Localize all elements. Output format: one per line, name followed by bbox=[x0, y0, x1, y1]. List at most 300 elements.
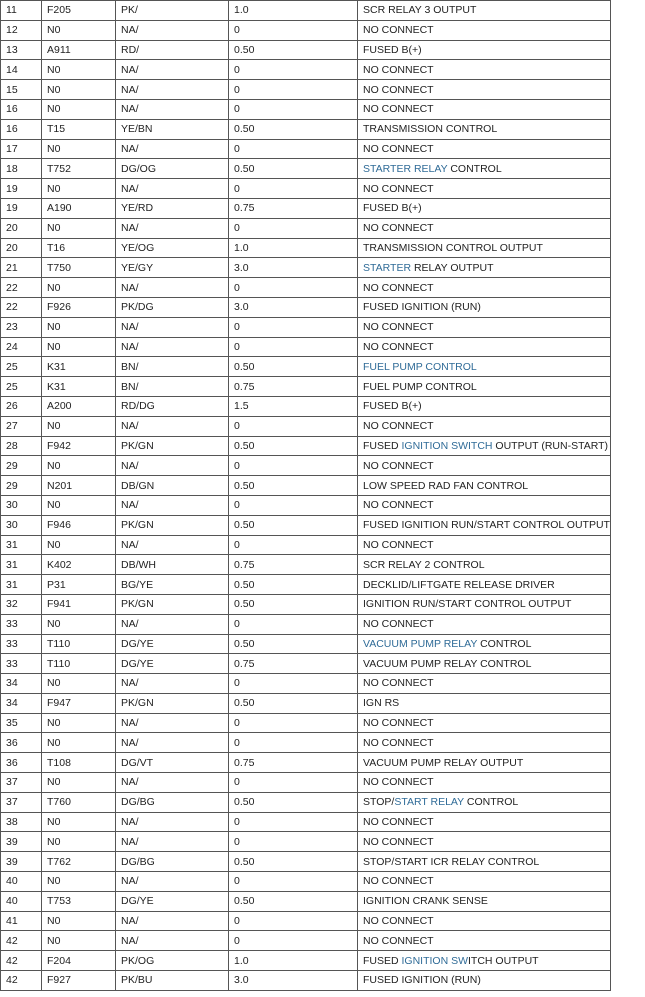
pin-number-cell: 26 bbox=[1, 396, 42, 416]
pin-number-cell: 36 bbox=[1, 753, 42, 773]
function-text: FUEL PUMP CONTROL bbox=[363, 380, 477, 393]
circuit-cell: K31 bbox=[42, 357, 116, 377]
wire-color-cell: NA/ bbox=[116, 713, 229, 733]
function-cell bbox=[358, 218, 611, 238]
wire-gauge-cell: 0.50 bbox=[229, 515, 358, 535]
function-text: IGN RS bbox=[363, 697, 400, 710]
wire-color-cell: NA/ bbox=[116, 674, 229, 694]
function-text: NO CONNECT bbox=[363, 321, 434, 334]
circuit-cell: A190 bbox=[42, 198, 116, 218]
circuit-cell: N0 bbox=[42, 832, 116, 852]
pin-number-cell: 34 bbox=[1, 693, 42, 713]
function-cell bbox=[358, 792, 611, 812]
wire-gauge-cell: 0.50 bbox=[229, 40, 358, 60]
function-cell bbox=[358, 317, 611, 337]
table-row bbox=[1, 713, 611, 733]
pin-number-cell: 16 bbox=[1, 99, 42, 119]
wire-color-cell: NA/ bbox=[116, 872, 229, 892]
function-cell bbox=[358, 733, 611, 753]
wire-color-cell: DG/YE bbox=[116, 891, 229, 911]
table-row bbox=[1, 1, 611, 21]
circuit-cell: N0 bbox=[42, 20, 116, 40]
circuit-cell: T15 bbox=[42, 119, 116, 139]
wire-gauge-cell: 0.50 bbox=[229, 693, 358, 713]
wire-gauge-cell: 0 bbox=[229, 99, 358, 119]
function-text: FUSED B(+) bbox=[363, 400, 422, 413]
pin-number-cell: 12 bbox=[1, 20, 42, 40]
wire-gauge-cell: 0 bbox=[229, 60, 358, 80]
function-link[interactable]: START RELAY bbox=[394, 796, 464, 809]
circuit-cell: N0 bbox=[42, 495, 116, 515]
function-link[interactable]: IGNITION SW bbox=[401, 954, 469, 967]
pin-number-cell: 42 bbox=[1, 971, 42, 991]
function-text: TRANSMISSION CONTROL bbox=[363, 123, 498, 136]
wire-color-cell: YE/BN bbox=[116, 119, 229, 139]
circuit-cell: N0 bbox=[42, 812, 116, 832]
function-cell bbox=[358, 654, 611, 674]
function-text: NO CONNECT bbox=[363, 776, 434, 789]
function-text: CONTROL bbox=[463, 796, 519, 809]
function-cell bbox=[358, 436, 611, 456]
wire-gauge-cell: 0 bbox=[229, 218, 358, 238]
function-text: NO CONNECT bbox=[363, 717, 434, 730]
function-cell bbox=[358, 357, 611, 377]
wire-gauge-cell: 1.5 bbox=[229, 396, 358, 416]
function-text: NO CONNECT bbox=[363, 499, 434, 512]
wire-color-cell: NA/ bbox=[116, 495, 229, 515]
wire-gauge-cell: 0.50 bbox=[229, 575, 358, 595]
wire-gauge-cell: 0 bbox=[229, 773, 358, 793]
function-cell bbox=[358, 198, 611, 218]
wire-gauge-cell: 0 bbox=[229, 278, 358, 298]
wire-gauge-cell: 0 bbox=[229, 416, 358, 436]
wire-gauge-cell: 0 bbox=[229, 733, 358, 753]
function-cell bbox=[358, 377, 611, 397]
table-row bbox=[1, 159, 611, 179]
table-row bbox=[1, 218, 611, 238]
pin-number-cell: 15 bbox=[1, 80, 42, 100]
pin-number-cell: 37 bbox=[1, 792, 42, 812]
function-text: VACUUM PUMP RELAY CONTROL bbox=[363, 657, 532, 670]
circuit-cell: N0 bbox=[42, 218, 116, 238]
wire-color-cell: YE/RD bbox=[116, 198, 229, 218]
circuit-cell: N0 bbox=[42, 931, 116, 951]
function-cell bbox=[358, 971, 611, 991]
table-row bbox=[1, 377, 611, 397]
table-row bbox=[1, 337, 611, 357]
function-text: NO CONNECT bbox=[363, 142, 434, 155]
wire-gauge-cell: 0.75 bbox=[229, 654, 358, 674]
function-text: IGNITION RUN/START CONTROL OUTPUT bbox=[363, 598, 572, 611]
circuit-cell: N0 bbox=[42, 337, 116, 357]
circuit-cell: N0 bbox=[42, 713, 116, 733]
circuit-cell: N0 bbox=[42, 416, 116, 436]
circuit-cell: N0 bbox=[42, 278, 116, 298]
circuit-cell: N0 bbox=[42, 872, 116, 892]
function-cell bbox=[358, 852, 611, 872]
circuit-cell: T750 bbox=[42, 258, 116, 278]
pin-number-cell: 25 bbox=[1, 357, 42, 377]
wire-gauge-cell: 0.75 bbox=[229, 198, 358, 218]
pin-number-cell: 42 bbox=[1, 951, 42, 971]
function-text: CONTROL bbox=[477, 637, 532, 650]
table-row bbox=[1, 396, 611, 416]
pin-number-cell: 24 bbox=[1, 337, 42, 357]
circuit-cell: T16 bbox=[42, 238, 116, 258]
table-row bbox=[1, 515, 611, 535]
pin-number-cell: 40 bbox=[1, 891, 42, 911]
function-text: SCR RELAY 2 CONTROL bbox=[363, 558, 485, 571]
wire-gauge-cell: 0 bbox=[229, 337, 358, 357]
function-text: NO CONNECT bbox=[363, 915, 434, 928]
function-text: NO CONNECT bbox=[363, 736, 434, 749]
pin-number-cell: 28 bbox=[1, 436, 42, 456]
function-text: OUTPUT (RUN-START) bbox=[492, 439, 609, 452]
wire-color-cell: RD/ bbox=[116, 40, 229, 60]
wire-color-cell: RD/DG bbox=[116, 396, 229, 416]
circuit-cell: F204 bbox=[42, 951, 116, 971]
wire-gauge-cell: 0 bbox=[229, 872, 358, 892]
wire-gauge-cell: 3.0 bbox=[229, 971, 358, 991]
circuit-cell: T753 bbox=[42, 891, 116, 911]
function-text: IGNITION CRANK SENSE bbox=[363, 895, 488, 908]
wire-gauge-cell: 0 bbox=[229, 139, 358, 159]
function-cell bbox=[358, 416, 611, 436]
circuit-cell: N0 bbox=[42, 80, 116, 100]
function-text: DECKLID/LIFTGATE RELEASE DRIVER bbox=[363, 578, 555, 591]
circuit-cell: N0 bbox=[42, 733, 116, 753]
circuit-cell: N201 bbox=[42, 476, 116, 496]
function-cell bbox=[358, 713, 611, 733]
table-row bbox=[1, 495, 611, 515]
function-cell bbox=[358, 99, 611, 119]
wire-color-cell: NA/ bbox=[116, 218, 229, 238]
wire-color-cell: NA/ bbox=[116, 832, 229, 852]
wire-color-cell: PK/GN bbox=[116, 594, 229, 614]
pin-number-cell: 30 bbox=[1, 515, 42, 535]
function-link[interactable]: STARTER bbox=[363, 261, 412, 274]
circuit-cell: T762 bbox=[42, 852, 116, 872]
function-text: NO CONNECT bbox=[363, 835, 434, 848]
wire-gauge-cell: 0 bbox=[229, 317, 358, 337]
wire-color-cell: DG/BG bbox=[116, 852, 229, 872]
circuit-cell: N0 bbox=[42, 674, 116, 694]
table-row bbox=[1, 179, 611, 199]
function-cell bbox=[358, 40, 611, 60]
pin-number-cell: 23 bbox=[1, 317, 42, 337]
pin-number-cell: 32 bbox=[1, 594, 42, 614]
circuit-cell: A200 bbox=[42, 396, 116, 416]
function-link[interactable]: VACUUM PUMP RELAY bbox=[363, 637, 478, 650]
function-cell bbox=[358, 773, 611, 793]
function-text: FUSED IGNITION (RUN) bbox=[363, 301, 481, 314]
circuit-cell: F927 bbox=[42, 971, 116, 991]
pin-number-cell: 40 bbox=[1, 872, 42, 892]
function-text: STOP/ bbox=[363, 796, 395, 809]
table-row bbox=[1, 278, 611, 298]
wire-color-cell: NA/ bbox=[116, 317, 229, 337]
wire-color-cell: DG/YE bbox=[116, 634, 229, 654]
wire-color-cell: PK/OG bbox=[116, 951, 229, 971]
pin-number-cell: 21 bbox=[1, 258, 42, 278]
circuit-cell: T760 bbox=[42, 792, 116, 812]
wire-gauge-cell: 0.50 bbox=[229, 119, 358, 139]
wire-gauge-cell: 0.75 bbox=[229, 555, 358, 575]
wire-color-cell: DG/OG bbox=[116, 159, 229, 179]
pin-number-cell: 31 bbox=[1, 535, 42, 555]
wire-gauge-cell: 0 bbox=[229, 931, 358, 951]
function-cell bbox=[358, 931, 611, 951]
pin-number-cell: 16 bbox=[1, 119, 42, 139]
pin-number-cell: 33 bbox=[1, 614, 42, 634]
function-cell bbox=[358, 674, 611, 694]
table-row bbox=[1, 971, 611, 991]
function-cell bbox=[358, 693, 611, 713]
wire-gauge-cell: 1.0 bbox=[229, 238, 358, 258]
function-cell bbox=[358, 753, 611, 773]
wire-color-cell: NA/ bbox=[116, 911, 229, 931]
function-text: FUSED B(+) bbox=[363, 43, 422, 56]
function-cell bbox=[358, 575, 611, 595]
circuit-cell: F941 bbox=[42, 594, 116, 614]
circuit-cell: N0 bbox=[42, 911, 116, 931]
wire-gauge-cell: 0 bbox=[229, 911, 358, 931]
function-text: NO CONNECT bbox=[363, 816, 434, 829]
table-row bbox=[1, 238, 611, 258]
function-cell bbox=[358, 614, 611, 634]
table-row bbox=[1, 634, 611, 654]
wire-gauge-cell: 0.50 bbox=[229, 357, 358, 377]
function-text: NO CONNECT bbox=[363, 24, 434, 37]
function-cell bbox=[358, 634, 611, 654]
wire-color-cell: DG/VT bbox=[116, 753, 229, 773]
wire-gauge-cell: 0 bbox=[229, 832, 358, 852]
pin-number-cell: 27 bbox=[1, 416, 42, 436]
wire-gauge-cell: 0 bbox=[229, 535, 358, 555]
table-row bbox=[1, 20, 611, 40]
table-row bbox=[1, 575, 611, 595]
wire-color-cell: NA/ bbox=[116, 773, 229, 793]
table-row bbox=[1, 40, 611, 60]
wire-gauge-cell: 0.50 bbox=[229, 594, 358, 614]
function-text: FUSED B(+) bbox=[363, 202, 422, 215]
function-cell bbox=[358, 456, 611, 476]
function-text: NO CONNECT bbox=[363, 222, 434, 235]
wire-color-cell: DB/GN bbox=[116, 476, 229, 496]
wire-gauge-cell: 0.50 bbox=[229, 476, 358, 496]
wire-color-cell: NA/ bbox=[116, 456, 229, 476]
pin-number-cell: 22 bbox=[1, 278, 42, 298]
function-cell bbox=[358, 119, 611, 139]
function-text: SCR RELAY 3 OUTPUT bbox=[363, 4, 477, 17]
pin-number-cell: 33 bbox=[1, 654, 42, 674]
table-row bbox=[1, 258, 611, 278]
pin-number-cell: 29 bbox=[1, 456, 42, 476]
wire-gauge-cell: 0 bbox=[229, 179, 358, 199]
pin-number-cell: 20 bbox=[1, 218, 42, 238]
pin-number-cell: 39 bbox=[1, 832, 42, 852]
function-cell bbox=[358, 297, 611, 317]
wire-color-cell: PK/ bbox=[116, 1, 229, 21]
wire-gauge-cell: 0.50 bbox=[229, 792, 358, 812]
wire-color-cell: PK/GN bbox=[116, 515, 229, 535]
circuit-cell: K31 bbox=[42, 377, 116, 397]
circuit-cell: K402 bbox=[42, 555, 116, 575]
pin-number-cell: 39 bbox=[1, 852, 42, 872]
function-text: FUSED bbox=[363, 954, 402, 967]
function-text: VACUUM PUMP RELAY OUTPUT bbox=[363, 756, 524, 769]
function-text: FUSED bbox=[363, 439, 402, 452]
wire-color-cell: NA/ bbox=[116, 278, 229, 298]
table-row bbox=[1, 198, 611, 218]
circuit-cell: F942 bbox=[42, 436, 116, 456]
circuit-cell: N0 bbox=[42, 179, 116, 199]
wire-gauge-cell: 0.50 bbox=[229, 852, 358, 872]
function-cell bbox=[358, 872, 611, 892]
wire-gauge-cell: 3.0 bbox=[229, 258, 358, 278]
function-text: NO CONNECT bbox=[363, 281, 434, 294]
function-cell bbox=[358, 812, 611, 832]
function-text: NO CONNECT bbox=[363, 420, 434, 433]
function-text: NO CONNECT bbox=[363, 875, 434, 888]
pin-number-cell: 22 bbox=[1, 297, 42, 317]
wire-gauge-cell: 0 bbox=[229, 20, 358, 40]
function-cell bbox=[358, 179, 611, 199]
wire-color-cell: NA/ bbox=[116, 99, 229, 119]
wire-color-cell: NA/ bbox=[116, 416, 229, 436]
table-row bbox=[1, 852, 611, 872]
wire-color-cell: DG/YE bbox=[116, 654, 229, 674]
wire-color-cell: PK/GN bbox=[116, 693, 229, 713]
function-text: NO CONNECT bbox=[363, 182, 434, 195]
function-link[interactable]: IGNITION SWITCH bbox=[401, 439, 493, 452]
wire-gauge-cell: 0 bbox=[229, 456, 358, 476]
circuit-cell: F946 bbox=[42, 515, 116, 535]
function-text: NO CONNECT bbox=[363, 63, 434, 76]
table-row bbox=[1, 654, 611, 674]
function-text: NO CONNECT bbox=[363, 618, 434, 631]
function-link[interactable]: FUEL PUMP CONTROL bbox=[363, 360, 477, 373]
circuit-cell: N0 bbox=[42, 773, 116, 793]
function-cell bbox=[358, 1, 611, 21]
function-text: NO CONNECT bbox=[363, 934, 434, 947]
table-row bbox=[1, 594, 611, 614]
table-row bbox=[1, 753, 611, 773]
table-row bbox=[1, 80, 611, 100]
wire-gauge-cell: 0 bbox=[229, 495, 358, 515]
wire-color-cell: BN/ bbox=[116, 357, 229, 377]
wire-color-cell: NA/ bbox=[116, 614, 229, 634]
pin-number-cell: 11 bbox=[1, 1, 42, 21]
circuit-cell: N0 bbox=[42, 535, 116, 555]
circuit-cell: F205 bbox=[42, 1, 116, 21]
pin-number-cell: 13 bbox=[1, 40, 42, 60]
function-text: CONTROL bbox=[447, 162, 502, 175]
circuit-cell: F926 bbox=[42, 297, 116, 317]
function-cell bbox=[358, 495, 611, 515]
circuit-cell: N0 bbox=[42, 139, 116, 159]
function-cell bbox=[358, 60, 611, 80]
function-cell bbox=[358, 159, 611, 179]
wire-gauge-cell: 0.75 bbox=[229, 377, 358, 397]
function-link[interactable]: STARTER RELAY bbox=[363, 162, 448, 175]
pin-number-cell: 29 bbox=[1, 476, 42, 496]
function-text: NO CONNECT bbox=[363, 459, 434, 472]
table-row bbox=[1, 476, 611, 496]
function-cell bbox=[358, 80, 611, 100]
circuit-cell: A911 bbox=[42, 40, 116, 60]
function-cell bbox=[358, 476, 611, 496]
function-text: LOW SPEED RAD FAN CONTROL bbox=[363, 479, 529, 492]
function-text: NO CONNECT bbox=[363, 103, 434, 116]
wire-gauge-cell: 0.50 bbox=[229, 634, 358, 654]
pin-number-cell: 38 bbox=[1, 812, 42, 832]
pin-number-cell: 20 bbox=[1, 238, 42, 258]
circuit-cell: T110 bbox=[42, 634, 116, 654]
table-row bbox=[1, 891, 611, 911]
pin-number-cell: 34 bbox=[1, 674, 42, 694]
wire-color-cell: YE/GY bbox=[116, 258, 229, 278]
table-row bbox=[1, 60, 611, 80]
function-cell bbox=[358, 20, 611, 40]
wire-color-cell: NA/ bbox=[116, 179, 229, 199]
pin-number-cell: 30 bbox=[1, 495, 42, 515]
table-row bbox=[1, 436, 611, 456]
table-row bbox=[1, 317, 611, 337]
function-cell bbox=[358, 139, 611, 159]
pin-number-cell: 19 bbox=[1, 198, 42, 218]
function-cell bbox=[358, 832, 611, 852]
circuit-cell: N0 bbox=[42, 456, 116, 476]
table-row bbox=[1, 416, 611, 436]
table-row bbox=[1, 555, 611, 575]
table-row bbox=[1, 297, 611, 317]
circuit-cell: T752 bbox=[42, 159, 116, 179]
table-row bbox=[1, 535, 611, 555]
wire-color-cell: BG/YE bbox=[116, 575, 229, 595]
table-row bbox=[1, 792, 611, 812]
wire-gauge-cell: 0 bbox=[229, 80, 358, 100]
table-row bbox=[1, 139, 611, 159]
function-text: NO CONNECT bbox=[363, 340, 434, 353]
function-cell bbox=[358, 891, 611, 911]
function-cell bbox=[358, 238, 611, 258]
function-text: FUSED IGNITION (RUN) bbox=[363, 974, 481, 987]
circuit-cell: N0 bbox=[42, 99, 116, 119]
table-row bbox=[1, 931, 611, 951]
wire-color-cell: NA/ bbox=[116, 60, 229, 80]
wire-color-cell: NA/ bbox=[116, 931, 229, 951]
table-row bbox=[1, 911, 611, 931]
table-row bbox=[1, 872, 611, 892]
table-row bbox=[1, 357, 611, 377]
pin-number-cell: 41 bbox=[1, 911, 42, 931]
table-row bbox=[1, 674, 611, 694]
function-cell bbox=[358, 337, 611, 357]
function-text: NO CONNECT bbox=[363, 83, 434, 96]
pin-number-cell: 36 bbox=[1, 733, 42, 753]
function-text: RELAY OUTPUT bbox=[411, 261, 494, 274]
wire-gauge-cell: 0 bbox=[229, 614, 358, 634]
function-cell bbox=[358, 911, 611, 931]
wire-color-cell: NA/ bbox=[116, 139, 229, 159]
function-cell bbox=[358, 258, 611, 278]
wire-color-cell: NA/ bbox=[116, 80, 229, 100]
table-row bbox=[1, 733, 611, 753]
wire-gauge-cell: 0.50 bbox=[229, 436, 358, 456]
table-row bbox=[1, 951, 611, 971]
pin-number-cell: 31 bbox=[1, 555, 42, 575]
